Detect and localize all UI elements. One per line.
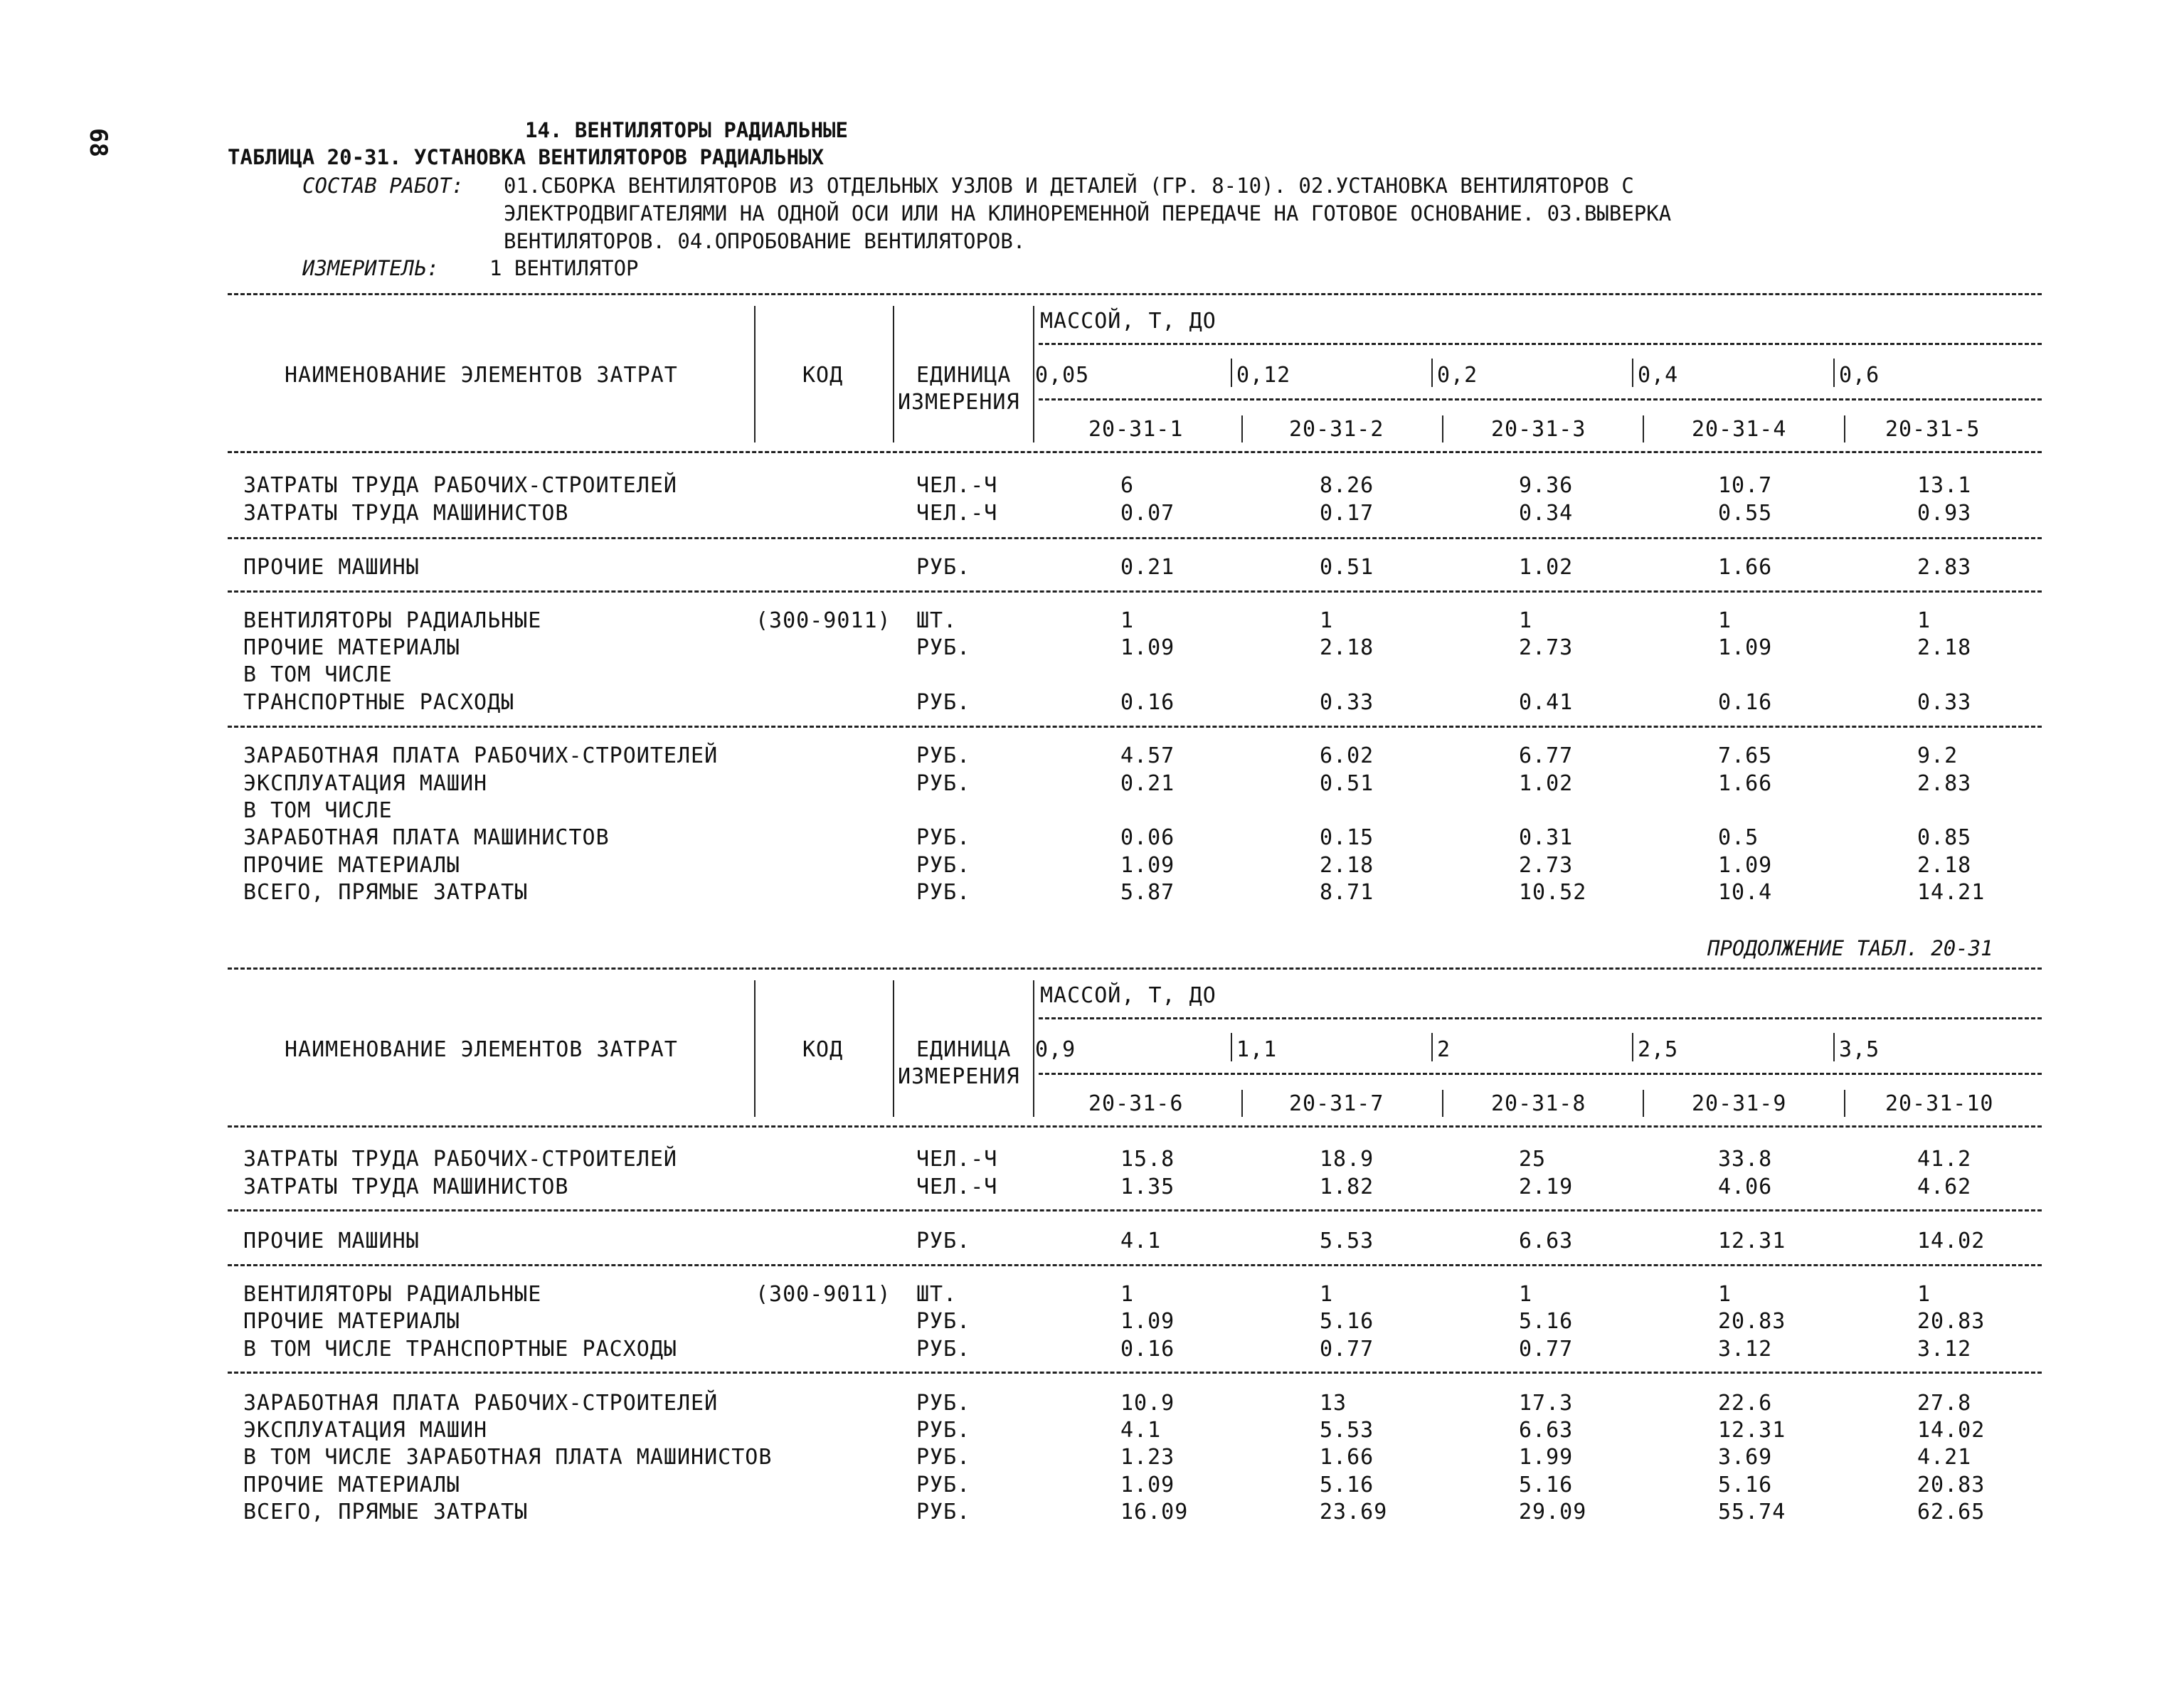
row-value: 14.21 xyxy=(1917,880,1986,905)
row-value: 1.66 xyxy=(1718,771,1773,796)
row-name: ВСЕГО, ПРЯМЫЕ ЗАТРАТЫ xyxy=(243,880,529,905)
group-rule xyxy=(228,1372,2042,1374)
continuation-label: ПРОДОЛЖЕНИЕ ТАБЛ. 20-31 xyxy=(1707,936,1993,960)
row-value: 1.66 xyxy=(1320,1445,1374,1470)
row-value: 10.52 xyxy=(1519,880,1587,905)
row-value: 0.51 xyxy=(1320,771,1374,796)
mass-header: МАССОЙ, Т, ДО xyxy=(1040,309,1216,334)
row-code: (300-9011) xyxy=(756,608,891,633)
row-value: 0.93 xyxy=(1917,501,1972,526)
row-value: 5.53 xyxy=(1320,1418,1374,1443)
row-name: ЭКСПЛУАТАЦИЯ МАШИН xyxy=(243,1418,488,1443)
section-title: 14. ВЕНТИЛЯТОРЫ РАДИАЛЬНЫЕ xyxy=(525,118,848,142)
row-value: 2.18 xyxy=(1320,635,1374,660)
column-divider xyxy=(1033,980,1034,1117)
row-name: ВСЕГО, ПРЯМЫЕ ЗАТРАТЫ xyxy=(243,1500,529,1524)
row-value: 4.62 xyxy=(1917,1174,1972,1199)
row-value: 6.63 xyxy=(1519,1418,1574,1443)
composition-line-1: 01.СБОРКА ВЕНТИЛЯТОРОВ ИЗ ОТДЕЛЬНЫХ УЗЛОВ И ДЕТАЛЕЙ (ГР. 8-10). 02.УСТАНОВКА ВЕНТИЛЯТОРОВ С xyxy=(504,174,1634,198)
mass-divider xyxy=(1231,1033,1232,1061)
norm-code: 20-31-9 xyxy=(1692,1091,1787,1116)
row-value: 0.33 xyxy=(1917,690,1972,715)
row-value: 1.09 xyxy=(1120,1309,1175,1334)
row-unit: РУБ. xyxy=(916,1309,971,1334)
row-value: 9.36 xyxy=(1519,473,1574,498)
norm-code: 20-31-7 xyxy=(1289,1091,1384,1116)
row-value: 1 xyxy=(1320,608,1334,633)
row-value: 0.51 xyxy=(1320,555,1374,580)
row-value: 5.16 xyxy=(1320,1309,1374,1334)
row-value: 8.26 xyxy=(1320,473,1374,498)
row-value: 1.09 xyxy=(1120,853,1175,878)
row-value: 1 xyxy=(1320,1282,1334,1307)
row-unit: РУБ. xyxy=(916,555,971,580)
row-value: 17.3 xyxy=(1519,1391,1574,1416)
mass-value: 0,9 xyxy=(1035,1037,1076,1062)
row-name: ПРОЧИЕ МАТЕРИАЛЫ xyxy=(243,1473,460,1497)
row-value: 14.02 xyxy=(1917,1229,1986,1253)
column-divider xyxy=(893,980,894,1117)
group-rule xyxy=(228,1264,2042,1266)
row-value: 0.16 xyxy=(1120,690,1175,715)
row-value: 6.77 xyxy=(1519,743,1574,768)
row-name: ПРОЧИЕ МАТЕРИАЛЫ xyxy=(243,853,460,878)
row-name: ЗАТРАТЫ ТРУДА РАБОЧИХ-СТРОИТЕЛЕЙ xyxy=(243,473,677,498)
row-value: 1.66 xyxy=(1718,555,1773,580)
row-value: 1 xyxy=(1718,608,1732,633)
row-value: 1 xyxy=(1917,608,1931,633)
row-unit: РУБ. xyxy=(916,1229,971,1253)
column-divider xyxy=(1033,306,1034,442)
row-value: 62.65 xyxy=(1917,1500,1986,1524)
row-value: 1.82 xyxy=(1320,1174,1374,1199)
table-rule xyxy=(228,1125,2042,1128)
row-value: 0.55 xyxy=(1718,501,1773,526)
page-number: 68 xyxy=(84,128,112,157)
row-unit: РУБ. xyxy=(916,1500,971,1524)
row-name: ПРОЧИЕ МАШИНЫ xyxy=(243,555,420,580)
mass-value: 0,4 xyxy=(1638,363,1679,388)
row-value: 10.9 xyxy=(1120,1391,1175,1416)
norm-code: 20-31-5 xyxy=(1885,417,1981,442)
measure-label: ИЗМЕРИТЕЛЬ: xyxy=(302,256,440,280)
row-value: 2.73 xyxy=(1519,635,1574,660)
row-value: 2.19 xyxy=(1519,1174,1574,1199)
row-value: 55.74 xyxy=(1718,1500,1786,1524)
row-value: 1 xyxy=(1519,1282,1533,1307)
norm-code: 20-31-6 xyxy=(1088,1091,1184,1116)
row-name: В ТОМ ЧИСЛЕ xyxy=(243,798,393,823)
row-value: 5.53 xyxy=(1320,1229,1374,1253)
row-value: 1.02 xyxy=(1519,555,1574,580)
row-name: ЭКСПЛУАТАЦИЯ МАШИН xyxy=(243,771,488,796)
row-value: 0.17 xyxy=(1320,501,1374,526)
row-value: 1.02 xyxy=(1519,771,1574,796)
row-name: ПРОЧИЕ МАТЕРИАЛЫ xyxy=(243,1309,460,1334)
row-value: 6 xyxy=(1120,473,1135,498)
composition-line-3: ВЕНТИЛЯТОРОВ. 04.ОПРОБОВАНИЕ ВЕНТИЛЯТОРОВ. xyxy=(504,229,1026,253)
norm-code: 20-31-4 xyxy=(1692,417,1787,442)
row-value: 3.69 xyxy=(1718,1445,1773,1470)
unit-header-2: ИЗМЕРЕНИЯ xyxy=(898,1064,1020,1089)
row-value: 22.6 xyxy=(1718,1391,1773,1416)
row-value: 14.02 xyxy=(1917,1418,1986,1443)
norm-code: 20-31-3 xyxy=(1491,417,1586,442)
row-value: 2.83 xyxy=(1917,555,1972,580)
code-divider xyxy=(1844,1090,1845,1117)
row-name: ЗАРАБОТНАЯ ПЛАТА МАШИНИСТОВ xyxy=(243,825,610,850)
row-value: 0.85 xyxy=(1917,825,1972,850)
norm-code: 20-31-10 xyxy=(1885,1091,1994,1116)
row-value: 4.57 xyxy=(1120,743,1175,768)
row-unit: ЧЕЛ.-Ч xyxy=(916,1147,998,1172)
mass-value: 2,5 xyxy=(1638,1037,1679,1062)
row-value: 15.8 xyxy=(1120,1147,1175,1172)
mass-value: 0,2 xyxy=(1437,363,1478,388)
row-value: 10.4 xyxy=(1718,880,1773,905)
row-value: 12.31 xyxy=(1718,1229,1786,1253)
row-unit: РУБ. xyxy=(916,880,971,905)
row-value: 1 xyxy=(1519,608,1533,633)
row-value: 1 xyxy=(1120,608,1135,633)
mass-value: 0,05 xyxy=(1035,363,1090,388)
row-value: 0.34 xyxy=(1519,501,1574,526)
row-value: 13.1 xyxy=(1917,473,1972,498)
table-title: ТАБЛИЦА 20-31. УСТАНОВКА ВЕНТИЛЯТОРОВ РАДИАЛЬНЫХ xyxy=(228,145,825,169)
row-value: 13 xyxy=(1320,1391,1347,1416)
row-value: 8.71 xyxy=(1320,880,1374,905)
row-unit: РУБ. xyxy=(916,1418,971,1443)
row-unit: РУБ. xyxy=(916,1473,971,1497)
row-code: (300-9011) xyxy=(756,1282,891,1307)
row-value: 5.87 xyxy=(1120,880,1175,905)
row-value: 29.09 xyxy=(1519,1500,1587,1524)
group-rule xyxy=(228,590,2042,593)
group-rule xyxy=(228,726,2042,728)
row-value: 33.8 xyxy=(1718,1147,1773,1172)
row-name: ВЕНТИЛЯТОРЫ РАДИАЛЬНЫЕ xyxy=(243,608,542,633)
row-value: 4.1 xyxy=(1120,1418,1162,1443)
row-value: 27.8 xyxy=(1917,1391,1972,1416)
code-divider xyxy=(1241,1090,1243,1117)
row-value: 12.31 xyxy=(1718,1418,1786,1443)
code-divider xyxy=(1442,1090,1443,1117)
row-value: 2.18 xyxy=(1917,635,1972,660)
row-value: 1.09 xyxy=(1718,853,1773,878)
row-value: 1.35 xyxy=(1120,1174,1175,1199)
row-value: 1.09 xyxy=(1120,635,1175,660)
row-value: 5.16 xyxy=(1718,1473,1773,1497)
code-divider xyxy=(1844,415,1845,442)
row-name: В ТОМ ЧИСЛЕ xyxy=(243,662,393,687)
row-value: 0.77 xyxy=(1519,1337,1574,1362)
row-value: 16.09 xyxy=(1120,1500,1189,1524)
row-value: 5.16 xyxy=(1320,1473,1374,1497)
row-unit: ШТ. xyxy=(916,1282,958,1307)
mass-value: 0,12 xyxy=(1236,363,1291,388)
column-divider xyxy=(893,306,894,442)
row-value: 1 xyxy=(1718,1282,1732,1307)
row-value: 0.16 xyxy=(1718,690,1773,715)
row-value: 1.99 xyxy=(1519,1445,1574,1470)
mass-divider xyxy=(1833,1033,1835,1061)
name-header: НАИМЕНОВАНИЕ ЭЛЕМЕНТОВ ЗАТРАТ xyxy=(285,363,678,388)
group-rule xyxy=(228,537,2042,539)
row-unit: РУБ. xyxy=(916,825,971,850)
table-rule xyxy=(228,293,2042,295)
row-value: 1 xyxy=(1120,1282,1135,1307)
row-value: 0.07 xyxy=(1120,501,1175,526)
row-unit: РУБ. xyxy=(916,1391,971,1416)
mass-value: 2 xyxy=(1437,1037,1451,1062)
mass-divider xyxy=(1431,1033,1433,1061)
row-value: 2.73 xyxy=(1519,853,1574,878)
row-name: ЗАТРАТЫ ТРУДА РАБОЧИХ-СТРОИТЕЛЕЙ xyxy=(243,1147,677,1172)
measure-value: 1 ВЕНТИЛЯТОР xyxy=(489,256,639,280)
mass-divider xyxy=(1833,359,1835,387)
row-unit: ЧЕЛ.-Ч xyxy=(916,1174,998,1199)
row-name: В ТОМ ЧИСЛЕ ЗАРАБОТНАЯ ПЛАТА МАШИНИСТОВ xyxy=(243,1445,773,1470)
row-unit: РУБ. xyxy=(916,1337,971,1362)
row-value: 6.63 xyxy=(1519,1229,1574,1253)
row-value: 0.41 xyxy=(1519,690,1574,715)
row-value: 0.16 xyxy=(1120,1337,1175,1362)
row-unit: РУБ. xyxy=(916,635,971,660)
row-value: 0.77 xyxy=(1320,1337,1374,1362)
row-value: 1 xyxy=(1917,1282,1931,1307)
row-name: ЗАТРАТЫ ТРУДА МАШИНИСТОВ xyxy=(243,501,569,526)
mass-header: МАССОЙ, Т, ДО xyxy=(1040,983,1216,1008)
mass-divider xyxy=(1632,359,1633,387)
table-rule xyxy=(228,451,2042,453)
row-value: 9.2 xyxy=(1917,743,1958,768)
row-value: 0.06 xyxy=(1120,825,1175,850)
row-value: 4.21 xyxy=(1917,1445,1972,1470)
row-unit: РУБ. xyxy=(916,690,971,715)
mass-value: 0,6 xyxy=(1839,363,1880,388)
row-value: 0.31 xyxy=(1519,825,1574,850)
table-rule xyxy=(1039,398,2042,401)
row-value: 3.12 xyxy=(1917,1337,1972,1362)
row-value: 1.09 xyxy=(1120,1473,1175,1497)
row-name: ЗАРАБОТНАЯ ПЛАТА РАБОЧИХ-СТРОИТЕЛЕЙ xyxy=(243,743,719,768)
row-value: 3.12 xyxy=(1718,1337,1773,1362)
code-divider xyxy=(1643,1090,1644,1117)
row-name: ТРАНСПОРТНЫЕ РАСХОДЫ xyxy=(243,690,515,715)
row-name: ВЕНТИЛЯТОРЫ РАДИАЛЬНЫЕ xyxy=(243,1282,542,1307)
table-rule xyxy=(1039,343,2042,345)
row-unit: ЧЕЛ.-Ч xyxy=(916,473,998,498)
row-value: 0.33 xyxy=(1320,690,1374,715)
row-value: 7.65 xyxy=(1718,743,1773,768)
composition-line-2: ЭЛЕКТРОДВИГАТЕЛЯМИ НА ОДНОЙ ОСИ ИЛИ НА КЛИНОРЕМЕННОЙ ПЕРЕДАЧЕ НА ГОТОВОЕ ОСНОВАНИЕ. 03.ВЫВЕРКА xyxy=(504,201,1672,226)
mass-divider xyxy=(1632,1033,1633,1061)
norm-code: 20-31-2 xyxy=(1289,417,1384,442)
code-divider xyxy=(1442,415,1443,442)
row-name: ПРОЧИЕ МАШИНЫ xyxy=(243,1229,420,1253)
row-value: 4.06 xyxy=(1718,1174,1773,1199)
mass-divider xyxy=(1231,359,1232,387)
table-rule xyxy=(1039,1073,2042,1075)
row-unit: ЧЕЛ.-Ч xyxy=(916,501,998,526)
row-value: 2.83 xyxy=(1917,771,1972,796)
row-unit: ШТ. xyxy=(916,608,958,633)
row-value: 20.83 xyxy=(1917,1309,1986,1334)
code-divider xyxy=(1241,415,1243,442)
row-value: 0.5 xyxy=(1718,825,1759,850)
row-name: ЗАТРАТЫ ТРУДА МАШИНИСТОВ xyxy=(243,1174,569,1199)
unit-header: ЕДИНИЦА xyxy=(916,363,1012,388)
row-unit: РУБ. xyxy=(916,1445,971,1470)
column-divider xyxy=(754,306,756,442)
row-value: 18.9 xyxy=(1320,1147,1374,1172)
row-value: 25 xyxy=(1519,1147,1547,1172)
row-value: 1.23 xyxy=(1120,1445,1175,1470)
row-name: ЗАРАБОТНАЯ ПЛАТА РАБОЧИХ-СТРОИТЕЛЕЙ xyxy=(243,1391,719,1416)
row-value: 23.69 xyxy=(1320,1500,1388,1524)
norm-code: 20-31-8 xyxy=(1491,1091,1586,1116)
table-rule xyxy=(1039,1017,2042,1019)
mass-divider xyxy=(1431,359,1433,387)
column-divider xyxy=(754,980,756,1117)
unit-header: ЕДИНИЦА xyxy=(916,1037,1012,1062)
unit-header-2: ИЗМЕРЕНИЯ xyxy=(898,390,1020,415)
norm-code: 20-31-1 xyxy=(1088,417,1184,442)
name-header: НАИМЕНОВАНИЕ ЭЛЕМЕНТОВ ЗАТРАТ xyxy=(285,1037,678,1062)
row-value: 0.21 xyxy=(1120,771,1175,796)
group-rule xyxy=(228,1209,2042,1211)
row-unit: РУБ. xyxy=(916,743,971,768)
row-value: 20.83 xyxy=(1718,1309,1786,1334)
composition-label: СОСТАВ РАБОТ: xyxy=(302,174,464,198)
code-header: КОД xyxy=(802,1037,844,1062)
row-value: 5.16 xyxy=(1519,1473,1574,1497)
row-value: 2.18 xyxy=(1917,853,1972,878)
row-name: В ТОМ ЧИСЛЕ ТРАНСПОРТНЫЕ РАСХОДЫ xyxy=(243,1337,677,1362)
code-divider xyxy=(1643,415,1644,442)
row-value: 6.02 xyxy=(1320,743,1374,768)
table-rule xyxy=(228,967,2042,970)
row-value: 2.18 xyxy=(1320,853,1374,878)
code-header: КОД xyxy=(802,363,844,388)
row-unit: РУБ. xyxy=(916,771,971,796)
row-value: 1.09 xyxy=(1718,635,1773,660)
row-value: 20.83 xyxy=(1917,1473,1986,1497)
row-value: 0.21 xyxy=(1120,555,1175,580)
row-value: 41.2 xyxy=(1917,1147,1972,1172)
row-name: ПРОЧИЕ МАТЕРИАЛЫ xyxy=(243,635,460,660)
mass-value: 3,5 xyxy=(1839,1037,1880,1062)
row-value: 0.15 xyxy=(1320,825,1374,850)
row-value: 10.7 xyxy=(1718,473,1773,498)
row-unit: РУБ. xyxy=(916,853,971,878)
mass-value: 1,1 xyxy=(1236,1037,1278,1062)
row-value: 5.16 xyxy=(1519,1309,1574,1334)
row-value: 4.1 xyxy=(1120,1229,1162,1253)
